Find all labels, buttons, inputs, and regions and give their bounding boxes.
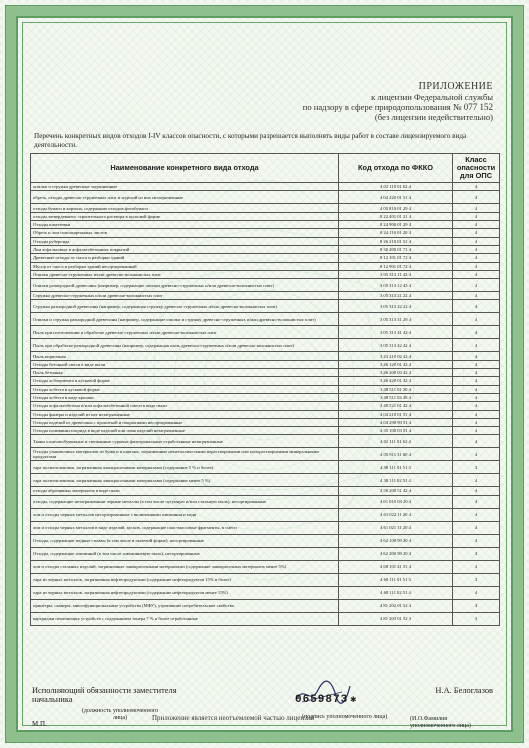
table-row xyxy=(31,270,500,278)
waste-code-cell: 8 24 110 01 20 4 xyxy=(339,229,453,237)
appendix-notice: Приложение является неотъемлемой частью лицензии xyxy=(152,714,315,722)
waste-name-cell: лом и отходы черных металлов в виде изделий, кусков, содержащие пластмассовые фрагменты, в смеси xyxy=(31,521,339,534)
table-row xyxy=(31,191,500,204)
table-row xyxy=(31,410,500,418)
hazard-class-cell: 4 xyxy=(453,534,500,547)
hazard-class-cell: 4 xyxy=(453,292,500,300)
waste-name-cell: лом и отходы черных металлов несортированные с включениями алюминия и меди xyxy=(31,508,339,521)
waste-name-cell: Отходы фанеры и изделий из нее незагрязненные xyxy=(31,410,339,418)
table-row xyxy=(31,474,500,487)
waste-code-cell: 4 62 100 99 20 4 xyxy=(339,534,453,547)
table-row xyxy=(31,534,500,547)
column-header-code: Код отхода по ФККО xyxy=(339,154,453,183)
hazard-class-cell: 4 xyxy=(453,326,500,339)
hazard-class-cell: 4 xyxy=(453,560,500,573)
waste-name-cell: Отходы упаковочных материалов из бумаги и картона, загрязненные неметаллическими нерастворимыми или малорастворимыми минеральными продуктами xyxy=(31,448,339,461)
waste-code-cell: 4 38 111 02 51 4 xyxy=(339,474,453,487)
hazard-class-cell: 3 xyxy=(453,573,500,586)
waste-name-cell: Древесные отходы от сноса и разборки зданий xyxy=(31,254,339,262)
waste-code-cell: 4 81 203 01 52 3 xyxy=(339,612,453,625)
fio-caption: (И.О.Фамилия уполномоченного лица) xyxy=(410,716,471,729)
hazard-class-cell: 3 xyxy=(453,612,500,625)
waste-code-cell: 8 12 101 01 72 4 xyxy=(339,254,453,262)
table-row xyxy=(31,245,500,253)
star-icon: ✱ xyxy=(350,695,358,706)
hazard-class-cell: 4 xyxy=(453,377,500,385)
appendix-header xyxy=(30,82,499,122)
waste-code-cell: 4 02 110 01 62 4 xyxy=(339,183,453,191)
hazard-class-cell: 4 xyxy=(453,385,500,393)
table-row xyxy=(31,326,500,339)
signature-caption: (подпись уполномоченного лица) xyxy=(302,714,388,720)
table-row xyxy=(31,229,500,237)
waste-code-cell: 8 22 401 01 21 4 xyxy=(339,212,453,220)
table-row xyxy=(31,448,500,461)
hazard-class-cell: 4 xyxy=(453,237,500,245)
waste-code-cell: 3 46 120 01 42 4 xyxy=(339,360,453,368)
hazard-class-cell: 4 xyxy=(453,204,500,212)
waste-name-cell: отходы, содержащие незагрязненные черные металлы (в том числе чугунную и/или стальную пыль), несортированные xyxy=(31,495,339,508)
hazard-class-cell: 4 xyxy=(453,599,500,612)
table-row xyxy=(31,385,500,393)
signer-role: Исполняющий обязанности заместителя начальника xyxy=(32,686,177,705)
waste-name-cell: принтеры, сканеры, многофункциональные устройства (МФУ), утратившие потребительские свойства xyxy=(31,599,339,612)
waste-code-cell: 8 26 210 01 51 4 xyxy=(339,237,453,245)
waste-code-cell: 4 62 200 99 20 4 xyxy=(339,547,453,560)
waste-name-cell: обрезь, отходы древесно-стружечных плит и изделий из них незагрязненные xyxy=(31,191,339,204)
hazard-class-cell: 4 xyxy=(453,435,500,448)
hazard-class-cell: 4 xyxy=(453,393,500,401)
waste-name-cell: Отходы асбеста в виде крошки xyxy=(31,393,339,401)
waste-name-cell: Опилки разнородной древесины (например, содержащие опилки древесно-стружечных и/или древесно-волокнистых плит) xyxy=(31,279,339,292)
waste-code-cell: 3 05 313 22 22 4 xyxy=(339,300,453,313)
waste-code-cell: 4 38 111 01 51 3 xyxy=(339,461,453,474)
waste-code-cell: 4 04 210 01 51 4 xyxy=(339,410,453,418)
waste-code-cell: 4 68 111 01 51 3 xyxy=(339,573,453,586)
table-row xyxy=(31,418,500,426)
hazard-class-cell: 4 xyxy=(453,279,500,292)
waste-table xyxy=(30,153,500,626)
table-row xyxy=(31,262,500,270)
waste-name-cell: Отходы поливинилхлорида в виде изделий или лома изделий незагрязненные xyxy=(31,427,339,435)
waste-name-cell: Отходы асбоцемента в кусковой форме xyxy=(31,377,339,385)
seal-place: М.П. xyxy=(32,720,47,728)
table-row xyxy=(31,461,500,474)
hazard-class-cell: 3 xyxy=(453,461,500,474)
waste-code-cell: 4 61 010 03 20 4 xyxy=(339,495,453,508)
lead-paragraph: Перечень конкретных видов отходов I-IV классов опасности, с которыми разрешается выполнять виды работ в составе лицензируемого вида деятельности. xyxy=(34,132,467,149)
signer-name: Н.А. Белоглазов xyxy=(435,686,493,695)
waste-name-cell: Пыль при изготовлении и обработке древесно-стружечных и/или древесно-волокнистых плит xyxy=(31,326,339,339)
waste-name-cell: Пыль бетонная xyxy=(31,369,339,377)
waste-code-cell: 4 35 100 03 51 4 xyxy=(339,427,453,435)
waste-code-cell: 8 12 901 01 72 4 xyxy=(339,262,453,270)
waste-code-cell: 4 05 911 31 60 4 xyxy=(339,448,453,461)
waste-name-cell: опилки и стружка древесные загрязненные xyxy=(31,183,339,191)
waste-name-cell: тара из черных металлов, загрязненная нефтепродуктами (содержание нефтепродуктов менее 15%) xyxy=(31,586,339,599)
waste-code-cell: 3 05 313 31 29 4 xyxy=(339,313,453,326)
serial-number: 0659873 ✱ xyxy=(295,694,358,706)
waste-name-cell: лом и отходы стальных изделий, загрязненные лакокрасочными материалами (содержание лакокрасочных материалов менее 5%) xyxy=(31,560,339,573)
license-number: № 077 152 xyxy=(452,102,493,112)
hazard-class-cell: 4 xyxy=(453,300,500,313)
table-row xyxy=(31,495,500,508)
table-row xyxy=(31,521,500,534)
appendix-line-3: (без лицензии недействительно) xyxy=(374,112,493,122)
waste-name-cell: Отходы асбеста в кусковой форме xyxy=(31,385,339,393)
hazard-class-cell: 4 xyxy=(453,313,500,326)
table-row xyxy=(31,313,500,326)
table-row xyxy=(31,393,500,401)
table-row xyxy=(31,435,500,448)
hazard-class-cell: 4 xyxy=(453,495,500,508)
waste-name-cell: Отходы изделий из древесины с пропиткой и покрытиями несортированные xyxy=(31,418,339,426)
waste-name-cell: Ткани хлопчатобумажные и смешанные суровые фильтровальные отработанные незагрязненные xyxy=(31,435,339,448)
waste-name-cell: Пыль при обработке разнородной древесины (например, содержащая пыль древесно-стружечных и/или древесно-волокнистых плит) xyxy=(31,339,339,352)
hazard-class-cell: 4 xyxy=(453,360,500,368)
waste-name-cell: отходы абразивных материалов в виде пыли xyxy=(31,487,339,495)
appendix-line-2: по надзору в сфере природопользования № 077 152 xyxy=(302,102,493,112)
table-row xyxy=(31,339,500,352)
waste-code-cell: 3 46 420 01 42 4 xyxy=(339,377,453,385)
table-row xyxy=(31,586,500,599)
waste-name-cell: отходы бумаги и картона, содержание отходов фотобумаги xyxy=(31,204,339,212)
waste-name-cell: Отходы шпатлевки xyxy=(31,221,339,229)
waste-code-cell: 4 68 111 02 51 4 xyxy=(339,586,453,599)
waste-name-cell: Отходы бетонной смеси в виде пыли xyxy=(31,360,339,368)
waste-name-cell: Отходы рубероида xyxy=(31,237,339,245)
table-row xyxy=(31,352,500,360)
waste-code-cell: 3 05 313 42 42 4 xyxy=(339,339,453,352)
table-row xyxy=(31,279,500,292)
role-caption: (должность уполномоченного лица) xyxy=(81,708,159,721)
waste-code-cell: 8 30 200 01 71 4 xyxy=(339,245,453,253)
hazard-class-cell: 4 xyxy=(453,229,500,237)
hazard-class-cell: 4 xyxy=(453,245,500,253)
hazard-class-cell: 4 xyxy=(453,369,500,377)
waste-code-cell: 3 43 210 02 42 4 xyxy=(339,352,453,360)
waste-name-cell: Стружка разнородной древесины (например, содержащая стружку древесно-стружечных и/или древесно-волокнистых плит) xyxy=(31,300,339,313)
waste-name-cell: Мусор от сноса и разборки зданий несортированный xyxy=(31,262,339,270)
table-row xyxy=(31,573,500,586)
waste-code-cell: 3 48 511 03 49 4 xyxy=(339,393,453,401)
waste-code-cell: 3 05 313 11 43 4 xyxy=(339,270,453,278)
table-row xyxy=(31,547,500,560)
waste-name-cell: Обрезь и лом гипсокартонных листов xyxy=(31,229,339,237)
appendix-line-1: к лицензии Федеральной службы xyxy=(371,92,493,102)
table-row xyxy=(31,427,500,435)
waste-code-cell: 3 48 521 01 42 4 xyxy=(339,402,453,410)
table-row xyxy=(31,292,500,300)
waste-code-cell: 3 46 200 03 42 4 xyxy=(339,369,453,377)
waste-code-cell: 3 05 313 41 42 4 xyxy=(339,326,453,339)
hazard-class-cell: 4 xyxy=(453,212,500,220)
hazard-class-cell: 4 xyxy=(453,191,500,204)
hazard-class-cell: 4 xyxy=(453,262,500,270)
waste-code-cell: 4 61 021 11 20 4 xyxy=(339,521,453,534)
table-row xyxy=(31,212,500,220)
waste-code-cell: 4 61 022 11 20 4 xyxy=(339,508,453,521)
waste-name-cell: Опилки и стружка разнородной древесины (например, содержащие опилки и стружку древесно-стружечных и/или древесно-волокнистых плит) xyxy=(31,313,339,326)
table-row xyxy=(31,360,500,368)
hazard-class-cell: 4 xyxy=(453,183,500,191)
hazard-class-cell: 4 xyxy=(453,352,500,360)
table-row xyxy=(31,599,500,612)
hazard-class-cell: 4 xyxy=(453,339,500,352)
table-row xyxy=(31,377,500,385)
table-row xyxy=(31,237,500,245)
hazard-class-cell: 4 xyxy=(453,427,500,435)
hazard-class-cell: 4 xyxy=(453,508,500,521)
table-row xyxy=(31,487,500,495)
waste-code-cell: 4 81 202 01 52 4 xyxy=(339,599,453,612)
appendix-title: ПРИЛОЖЕНИЕ xyxy=(418,81,493,92)
waste-name-cell: Отходы, содержащие медные сплавы (в том числе в пылевой форме), несортированные xyxy=(31,534,339,547)
waste-code-cell: 3 48 511 01 20 4 xyxy=(339,385,453,393)
waste-code-cell: 4 04 220 01 51 4 xyxy=(339,191,453,204)
waste-code-cell: 3 05 313 12 43 4 xyxy=(339,279,453,292)
hazard-class-cell: 4 xyxy=(453,547,500,560)
waste-name-cell: Отходы, содержащие алюминий (в том числе алюминиевую пыль), несортированные xyxy=(31,547,339,560)
table-body xyxy=(31,183,500,626)
hazard-class-cell: 4 xyxy=(453,474,500,487)
waste-name-cell: тара полиэтиленовая, загрязненная лакокрасочными материалами (содержание 5 % и более) xyxy=(31,461,339,474)
hazard-class-cell: 4 xyxy=(453,254,500,262)
waste-name-cell: Пыль кирпичная xyxy=(31,352,339,360)
hazard-class-cell: 4 xyxy=(453,270,500,278)
table-row xyxy=(31,300,500,313)
waste-code-cell: 4 02 111 01 62 4 xyxy=(339,435,453,448)
waste-name-cell: Стружка древесно-стружечных и/или древесно-волокнистых плит xyxy=(31,292,339,300)
waste-name-cell: Отходы асфальтобетона и/или асфальтобетонной смеси в виде пыли xyxy=(31,402,339,410)
column-header-name: Наименование конкретного вида отхода xyxy=(31,154,339,183)
column-header-class: Класс опасности для ОПС xyxy=(453,154,500,183)
waste-name-cell: отходы затвердевшего строительного раствора в кусковой форме xyxy=(31,212,339,220)
waste-name-cell: тара из черных металлов, загрязненная нефтепродуктами (содержание нефтепродуктов 15% и более) xyxy=(31,573,339,586)
table-row xyxy=(31,204,500,212)
waste-name-cell: картриджи печатающих устройств с содержанием тонера 7 % и более отработанные xyxy=(31,612,339,625)
table-row xyxy=(31,508,500,521)
waste-name-cell: Лом асфальтовых и асфальтобетонных покрытий xyxy=(31,245,339,253)
waste-code-cell: 4 05 810 01 29 4 xyxy=(339,204,453,212)
hazard-class-cell: 4 xyxy=(453,586,500,599)
table-header-row xyxy=(31,154,500,183)
hazard-class-cell: 4 xyxy=(453,448,500,461)
table-row xyxy=(31,221,500,229)
waste-code-cell: 4 04 290 99 51 4 xyxy=(339,418,453,426)
waste-name-cell: тара полиэтиленовая, загрязненная лакокрасочными материалами (содержание менее 5 %) xyxy=(31,474,339,487)
waste-code-cell: 3 05 313 21 22 4 xyxy=(339,292,453,300)
hazard-class-cell: 4 xyxy=(453,418,500,426)
table-row xyxy=(31,402,500,410)
waste-name-cell: Опилки древесно-стружечных и/или древесно-волокнистых плит xyxy=(31,270,339,278)
table-row xyxy=(31,183,500,191)
table-row xyxy=(31,369,500,377)
hazard-class-cell: 4 xyxy=(453,221,500,229)
table-row xyxy=(31,254,500,262)
hazard-class-cell: 4 xyxy=(453,521,500,534)
table-row xyxy=(31,560,500,573)
table-row xyxy=(31,612,500,625)
hazard-class-cell: 4 xyxy=(453,487,500,495)
document-content xyxy=(30,30,499,626)
hazard-class-cell: 4 xyxy=(453,402,500,410)
hazard-class-cell: 4 xyxy=(453,410,500,418)
waste-code-cell: 4 56 200 51 42 4 xyxy=(339,487,453,495)
waste-code-cell: 8 24 900 01 29 4 xyxy=(339,221,453,229)
waste-code-cell: 4 68 101 41 51 4 xyxy=(339,560,453,573)
